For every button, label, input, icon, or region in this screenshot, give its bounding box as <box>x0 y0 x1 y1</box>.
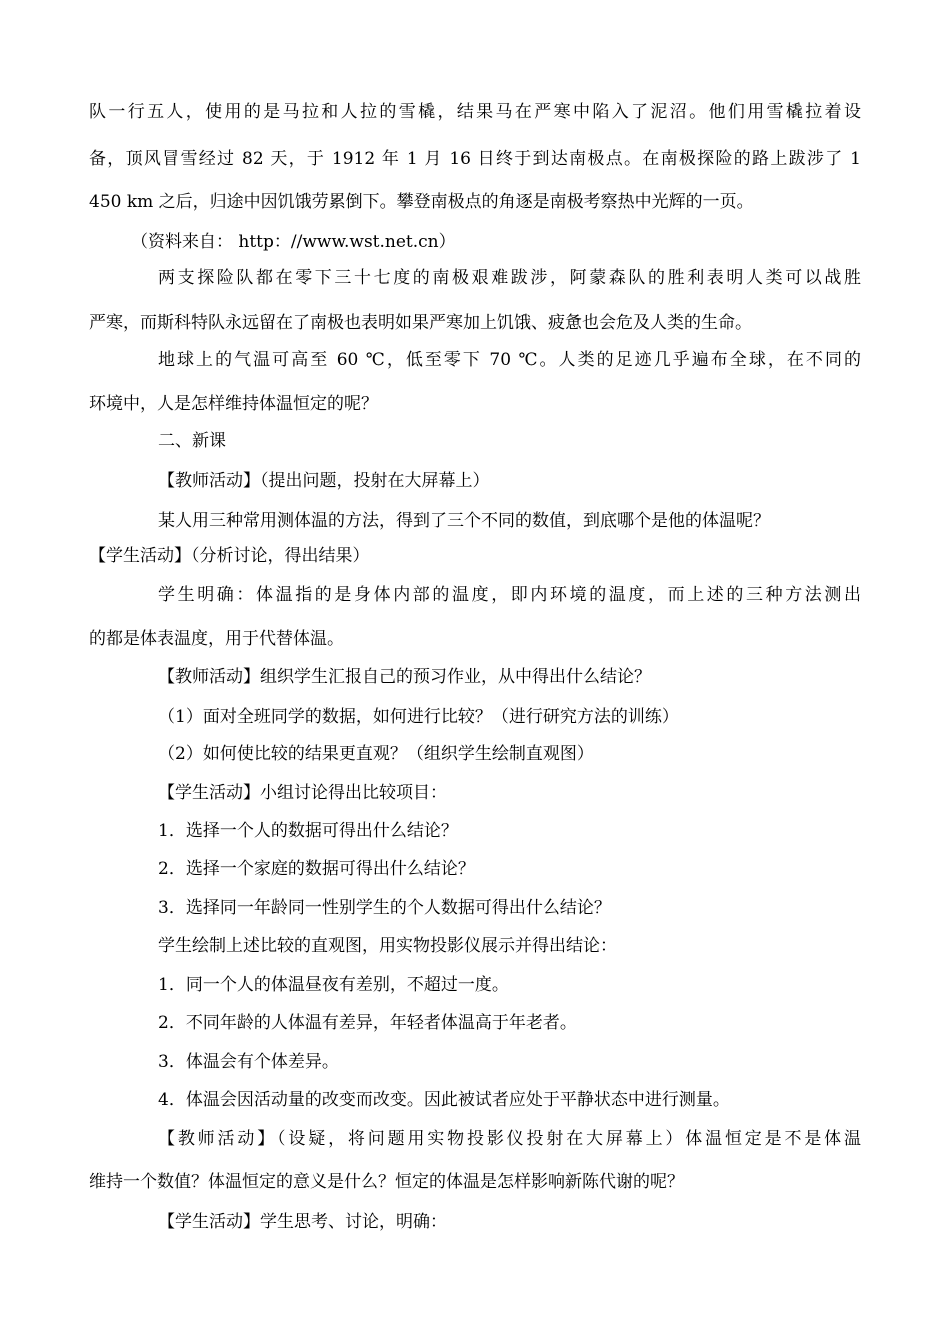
source-citation: （资料来自： http：//www.wst.net.cn） <box>131 232 456 252</box>
text-line: 【教师活动】组织学生汇报自己的预习作业，从中得出什么结论？ <box>158 667 651 687</box>
list-item: 2．选择一个家庭的数据可得出什么结论？ <box>158 859 475 879</box>
text-line: 维持一个数值？体温恒定的意义是什么？恒定的体温是怎样影响新陈代谢的呢？ <box>89 1172 684 1192</box>
list-item: 3．选择同一年龄同一性别学生的个人数据可得出什么结论？ <box>158 898 611 918</box>
text-line: 的都是体表温度，用于代替体温。 <box>89 629 344 649</box>
text-line: 某人用三种常用测体温的方法，得到了三个不同的数值，到底哪个是他的体温呢？ <box>158 511 770 531</box>
text-line: 【学生活动】学生思考、讨论，明确： <box>158 1212 447 1232</box>
list-item: 1．同一个人的体温昼夜有差别，不超过一度。 <box>158 975 509 995</box>
text-line: （1）面对全班同学的数据，如何进行比较？（进行研究方法的训练） <box>158 707 679 727</box>
text-line: 严寒，而斯科特队永远留在了南极也表明如果严寒加上饥饿、疲惫也会危及人类的生命。 <box>89 313 752 333</box>
list-item: 4．体温会因活动量的改变而改变。因此被试者应处于平静状态中进行测量。 <box>158 1090 730 1110</box>
list-item: 2．不同年龄的人体温有差异，年轻者体温高于年老者。 <box>158 1013 577 1033</box>
section-heading: 二、新课 <box>158 431 226 451</box>
text-line: 环境中，人是怎样维持体温恒定的呢？ <box>89 394 378 414</box>
list-item: 1．选择一个人的数据可得出什么结论？ <box>158 821 458 841</box>
list-item: 3．体温会有个体差异。 <box>158 1052 339 1072</box>
text-line: 学生绘制上述比较的直观图，用实物投影仪展示并得出结论： <box>158 936 617 956</box>
text-line: （2）如何使比较的结果更直观？（组织学生绘制直观图） <box>158 744 594 764</box>
text-line: 队一行五人，使用的是马拉和人拉的雪橇，结果马在严寒中陷入了泥沼。他们用雪橇拉着设 <box>89 102 861 122</box>
text-line: 【学生活动】小组讨论得出比较项目： <box>158 783 447 803</box>
text-line: 学生明确：体温指的是身体内部的温度，即内环境的温度，而上述的三种方法测出 <box>158 585 861 605</box>
text-line: 备，顶风冒雪经过 82 天，于 1912 年 1 月 16 日终于到达南极点。在南极探险的路上跋涉了 1 <box>89 149 861 169</box>
text-line: 两支探险队都在零下三十七度的南极艰难跋涉，阿蒙森队的胜利表明人类可以战胜 <box>158 268 861 288</box>
text-line: 【学生活动】（分析讨论，得出结果） <box>89 546 370 566</box>
text-line: 【教师活动】（提出问题，投射在大屏幕上） <box>158 471 490 491</box>
text-line: 地球上的气温可高至 60 ℃，低至零下 70 ℃。人类的足迹几乎遍布全球，在不同的 <box>158 350 861 370</box>
text-line: 【教师活动】（设疑，将问题用实物投影仪投射在大屏幕上）体温恒定是不是体温 <box>158 1129 861 1149</box>
text-line: 450 km 之后，归途中因饥饿劳累倒下。攀登南极点的角逐是南极考察热中光辉的一页。 <box>89 192 754 212</box>
